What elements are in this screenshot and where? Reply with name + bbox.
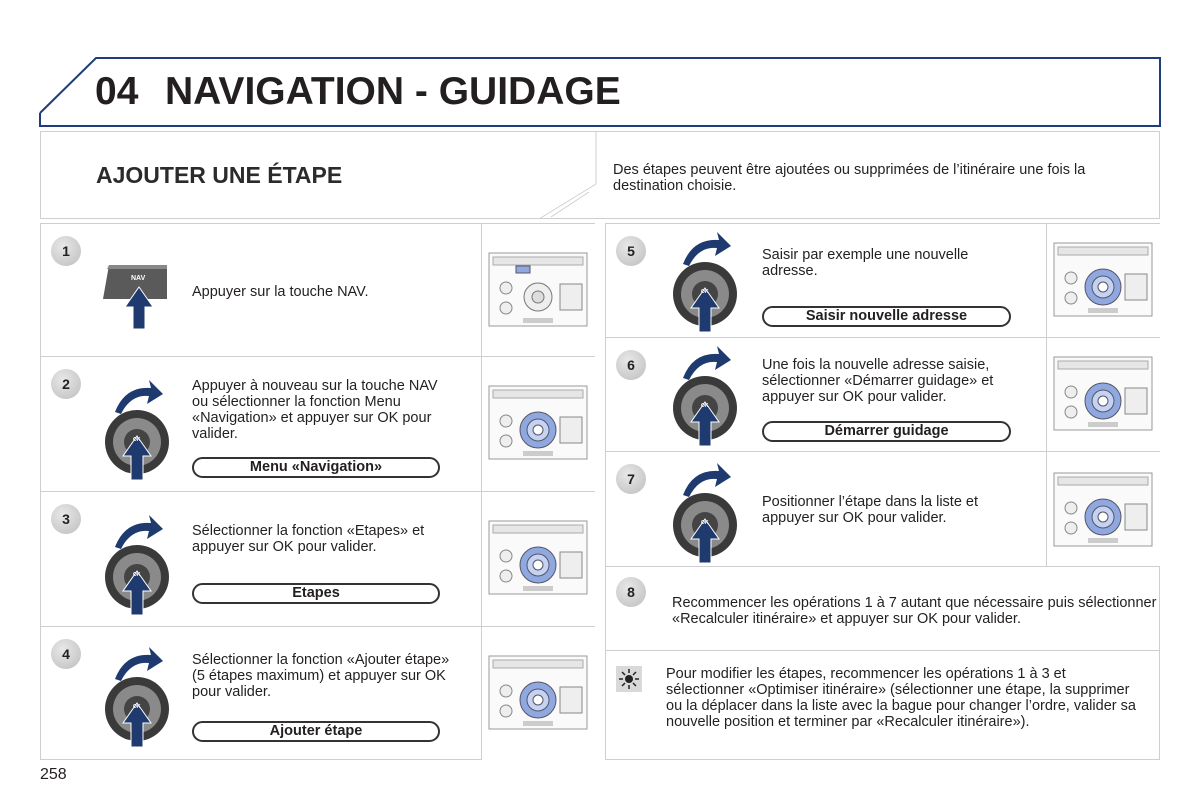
nav-key-label: NAV [131,275,146,282]
knob-ok-label: OK [133,704,141,710]
chapter-number: 04 [95,70,139,113]
step-text: Une fois la nouvelle adresse saisie, sélectionner «Démarrer guidage» et appuyer sur OK pour valider. [762,357,994,405]
step-1 [40,223,595,357]
tip-box [605,650,1160,760]
step-text: Sélectionner la fonction «Etapes» et appuyer sur OK pour valider. [192,523,425,555]
rotary-knob-icon [101,372,171,484]
radio-panel-thumbnail [1046,338,1160,452]
menu-navigation-button[interactable]: Menu «Navigation» [192,457,440,478]
nav-key-icon [101,259,171,329]
section-title: AJOUTER UNE ÉTAPE [96,162,343,188]
step-number-badge: 8 [616,577,646,607]
radio-panel-image [488,520,588,595]
step-6 [605,337,1160,452]
radio-panel-thumbnail [481,492,595,627]
saisir-nouvelle-adresse-button[interactable]: Saisir nouvelle adresse [762,306,1011,327]
intro-box [40,131,1160,219]
tip-icon-box [616,666,642,692]
step-8 [605,566,1160,651]
chapter-header [0,0,1200,130]
step-4 [40,626,595,760]
radio-panel-image [1053,356,1153,431]
page-number: 258 [40,766,67,783]
step-5 [605,223,1160,338]
rotary-knob-icon [669,455,739,567]
ajouter-etape-button[interactable]: Ajouter étape [192,721,440,742]
step-7 [605,451,1160,567]
chapter-title: NAVIGATION - GUIDAGE [165,70,621,113]
step-2 [40,356,595,492]
tip-text: Pour modifier les étapes, recommencer les opérations 1 à 3 et sélectionner «Optimiser itinéraire» (sélectionner une étape, la supprimer ou la déplacer dans la liste avec la bague pour changer l’ordre, valider sa nouvelle position et terminer par «Recalculer itinéraire»). [666,666,1136,730]
step-text: Positionner l’étape dans la liste et appuyer sur OK pour valider. [762,494,979,526]
knob-ok-label: OK [701,520,709,526]
radio-panel-thumbnail [1046,224,1160,338]
lightbulb-icon [616,666,642,692]
step-text: Recommencer les opérations 1 à 7 autant que nécessaire puis sélectionner «Recalculer itinéraire» et appuyer sur OK pour valider. [672,595,1157,627]
step-text: Appuyer à nouveau sur la touche NAV ou sélectionner la fonction Menu «Navigation» et appuyer sur OK pour valider. [192,378,438,442]
step-text: Appuyer sur la touche NAV. [192,284,369,300]
step-number-badge: 5 [616,236,646,266]
radio-panel-image [488,655,588,730]
step-3 [40,491,595,627]
etapes-button[interactable]: Etapes [192,583,440,604]
knob-ok-label: OK [133,437,141,443]
demarrer-guidage-button[interactable]: Démarrer guidage [762,421,1011,442]
step-text: Sélectionner la fonction «Ajouter étape» (5 étapes maximum) et appuyer sur OK pour valider. [192,652,450,700]
rotary-knob-icon [101,507,171,619]
radio-panel-thumbnail [481,224,595,357]
rotary-knob-icon [669,224,739,336]
radio-panel-image [488,252,588,327]
radio-panel-thumbnail [1046,452,1160,567]
knob-ok-label: OK [133,572,141,578]
rotary-knob-icon [101,639,171,751]
radio-panel-image [1053,242,1153,317]
step-number-badge: 3 [51,504,81,534]
radio-panel-image [488,385,588,460]
step-number-badge: 2 [51,369,81,399]
knob-ok-label: OK [701,289,709,295]
step-number-badge: 6 [616,350,646,380]
step-number-badge: 1 [51,236,81,266]
knob-ok-label: OK [701,403,709,409]
rotary-knob-icon [669,338,739,450]
radio-panel-image [1053,472,1153,547]
radio-panel-thumbnail [481,627,595,760]
step-number-badge: 7 [616,464,646,494]
intro-text: Des étapes peuvent être ajoutées ou supprimées de l’itinéraire une fois la destination choisie. [613,162,1086,194]
step-text: Saisir par exemple une nouvelle adresse. [762,247,969,279]
radio-panel-thumbnail [481,357,595,492]
step-number-badge: 4 [51,639,81,669]
